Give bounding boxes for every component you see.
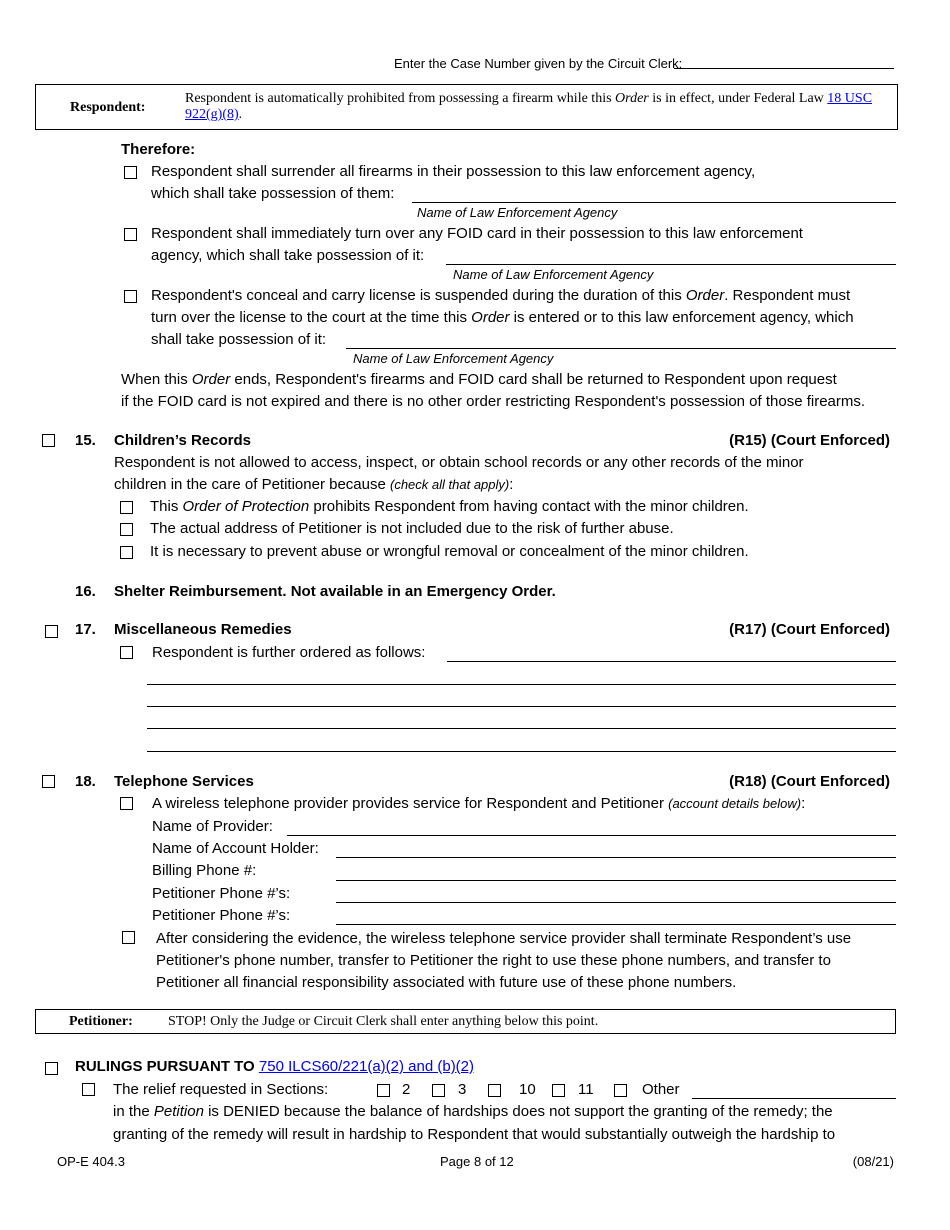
- petitioner-phone1-label: Petitioner Phone #’s:: [152, 885, 291, 902]
- respondent-notice-text: [185, 91, 885, 123]
- firearms-agency-field[interactable]: [412, 202, 896, 203]
- sec17-field-line3[interactable]: [147, 706, 896, 707]
- relief-label: The relief requested in Sections:: [113, 1081, 329, 1098]
- sec17-field-line2[interactable]: [147, 684, 896, 685]
- rulings-line2: in the Petition is DENIED because the balance of hardships does not support the granting of the remedy; the: [113, 1103, 833, 1120]
- firearms-agency-caption: Name of Law Enforcement Agency: [417, 205, 618, 220]
- sec17-title: Miscellaneous Remedies: [114, 621, 292, 638]
- foid-agency-field[interactable]: [446, 264, 896, 265]
- sec18-code: (R18) (Court Enforced): [729, 773, 890, 790]
- sec18-title: Telephone Services: [114, 773, 254, 790]
- petitioner-phone2-field[interactable]: [336, 924, 896, 925]
- conceal-carry-agency-field[interactable]: [346, 348, 896, 349]
- provider-label: Name of Provider:: [152, 818, 273, 835]
- rulings-checkbox[interactable]: [45, 1062, 58, 1075]
- sec17-opt1-text: Respondent is further ordered as follows:: [152, 644, 426, 661]
- sec15-title: Children’s Records: [114, 432, 251, 449]
- section-3-label: 3: [458, 1081, 467, 1098]
- sec17-number: 17.: [75, 621, 96, 638]
- section-other-label: Other: [642, 1081, 680, 1098]
- rulings-line3: granting of the remedy will result in hardship to Respondent that would substantially outweigh the hardship to: [113, 1126, 836, 1143]
- sec15-opt1-checkbox[interactable]: [120, 501, 133, 514]
- case-number-label: Enter the Case Number given by the Circuit Clerk:: [394, 56, 683, 71]
- usc-link-part2[interactable]: 922(g)(8): [185, 107, 239, 122]
- conceal-carry-line2: turn over the license to the court at the time this Order is entered or to this law enforcement agency, which: [151, 309, 854, 326]
- foid-turnover-line1: Respondent shall immediately turn over any FOID card in their possession to this law enforcement: [151, 225, 803, 242]
- sec18-opt2-line3: Petitioner all financial responsibility associated with future use of these phone numbers.: [156, 974, 737, 991]
- sec17-field-line1[interactable]: [447, 661, 896, 662]
- section-other-field[interactable]: [692, 1098, 896, 1099]
- sec15-number: 15.: [75, 432, 96, 449]
- account-holder-field[interactable]: [336, 857, 896, 858]
- sec16-title: Shelter Reimbursement. Not available in an Emergency Order.: [114, 583, 556, 600]
- provider-field[interactable]: [287, 835, 896, 836]
- sec18-checkbox[interactable]: [42, 775, 55, 788]
- sec18-opt1-checkbox[interactable]: [120, 797, 133, 810]
- ilcs-link[interactable]: 750 ILCS60/221(a)(2) and (b)(2): [258, 1058, 475, 1075]
- sec15-line1: Respondent is not allowed to access, inspect, or obtain school records or any other records of the minor: [114, 454, 804, 471]
- section-3-checkbox[interactable]: [432, 1084, 445, 1097]
- conceal-carry-agency-caption: Name of Law Enforcement Agency: [353, 351, 554, 366]
- sec15-checkbox[interactable]: [42, 434, 55, 447]
- sec18-opt2-line2: Petitioner's phone number, transfer to Petitioner the right to use these phone numbers, and transfer to: [156, 952, 831, 969]
- conceal-carry-line3: shall take possession of it:: [151, 331, 327, 348]
- page-number: Page 8 of 12: [440, 1154, 514, 1169]
- rulings-heading: RULINGS PURSUANT TO 750 ILCS60/221(a)(2) and (b)(2): [75, 1058, 475, 1075]
- sec15-line2: children in the care of Petitioner because (check all that apply):: [114, 476, 514, 493]
- section-10-label: 10: [519, 1081, 536, 1098]
- sec15-opt3-checkbox[interactable]: [120, 546, 133, 559]
- relief-checkbox[interactable]: [82, 1083, 95, 1096]
- sec16-number: 16.: [75, 583, 96, 600]
- therefore-heading: Therefore:: [121, 141, 196, 158]
- sec15-opt2-checkbox[interactable]: [120, 523, 133, 536]
- petitioner-notice-text: STOP! Only the Judge or Circuit Clerk shall enter anything below this point.: [168, 1014, 599, 1029]
- form-id: OP-E 404.3: [57, 1154, 125, 1169]
- sec17-field-line5[interactable]: [147, 751, 896, 752]
- section-11-checkbox[interactable]: [552, 1084, 565, 1097]
- sec15-opt3-text: It is necessary to prevent abuse or wrongful removal or concealment of the minor children.: [150, 543, 749, 560]
- firearms-surrender-line2: which shall take possession of them:: [151, 185, 395, 202]
- sec18-opt1-text: A wireless telephone provider provides service for Respondent and Petitioner (account details below):: [152, 795, 806, 812]
- sec17-opt1-checkbox[interactable]: [120, 646, 133, 659]
- sec17-code: (R17) (Court Enforced): [729, 621, 890, 638]
- notice-text-end: .: [238, 107, 243, 122]
- foid-turnover-checkbox[interactable]: [124, 228, 137, 241]
- billing-phone-field[interactable]: [336, 880, 896, 881]
- sec17-field-line4[interactable]: [147, 728, 896, 729]
- section-other-checkbox[interactable]: [614, 1084, 627, 1097]
- sec15-code: (R15) (Court Enforced): [729, 432, 890, 449]
- section-10-checkbox[interactable]: [488, 1084, 501, 1097]
- return-firearms-line2: if the FOID card is not expired and there is no other order restricting Respondent's possession of those firearms.: [121, 393, 866, 410]
- conceal-carry-checkbox[interactable]: [124, 290, 137, 303]
- foid-agency-caption: Name of Law Enforcement Agency: [453, 267, 654, 282]
- return-firearms-line1: When this Order ends, Respondent's firearms and FOID card shall be returned to Respondent upon request: [121, 371, 837, 388]
- foid-turnover-line2: agency, which shall take possession of it:: [151, 247, 425, 264]
- usc-link-part1[interactable]: 18 USC: [827, 91, 873, 106]
- account-holder-label: Name of Account Holder:: [152, 840, 319, 857]
- sec15-opt2-text: The actual address of Petitioner is not included due to the risk of further abuse.: [150, 520, 674, 537]
- conceal-carry-line1: Respondent's conceal and carry license is suspended during the duration of this Order. Respondent must: [151, 287, 851, 304]
- sec18-number: 18.: [75, 773, 96, 790]
- billing-phone-label: Billing Phone #:: [152, 862, 257, 879]
- notice-text-a: Respondent is automatically prohibited from possessing a firearm while this: [185, 91, 616, 106]
- firearms-surrender-checkbox[interactable]: [124, 166, 137, 179]
- petitioner-notice-label: Petitioner:: [69, 1014, 133, 1029]
- petitioner-phone1-field[interactable]: [336, 902, 896, 903]
- sec18-opt2-line1: After considering the evidence, the wireless telephone service provider shall terminate Respondent’s use: [156, 930, 852, 947]
- section-11-label: 11: [578, 1081, 594, 1098]
- section-2-label: 2: [402, 1081, 411, 1098]
- notice-order-word: Order: [615, 91, 649, 106]
- notice-text-b: is in effect, under Federal Law: [648, 91, 828, 106]
- petitioner-phone2-label: Petitioner Phone #’s:: [152, 907, 291, 924]
- firearms-surrender-line1: Respondent shall surrender all firearms in their possession to this law enforcement agency,: [151, 163, 756, 180]
- sec18-opt2-checkbox[interactable]: [122, 931, 135, 944]
- respondent-notice-label: Respondent:: [70, 100, 146, 115]
- case-number-field[interactable]: [674, 68, 894, 69]
- section-2-checkbox[interactable]: [377, 1084, 390, 1097]
- revision-date: (08/21): [852, 1154, 894, 1169]
- sec17-checkbox[interactable]: [45, 625, 58, 638]
- sec15-opt1-text: This Order of Protection prohibits Respondent from having contact with the minor children.: [150, 498, 749, 515]
